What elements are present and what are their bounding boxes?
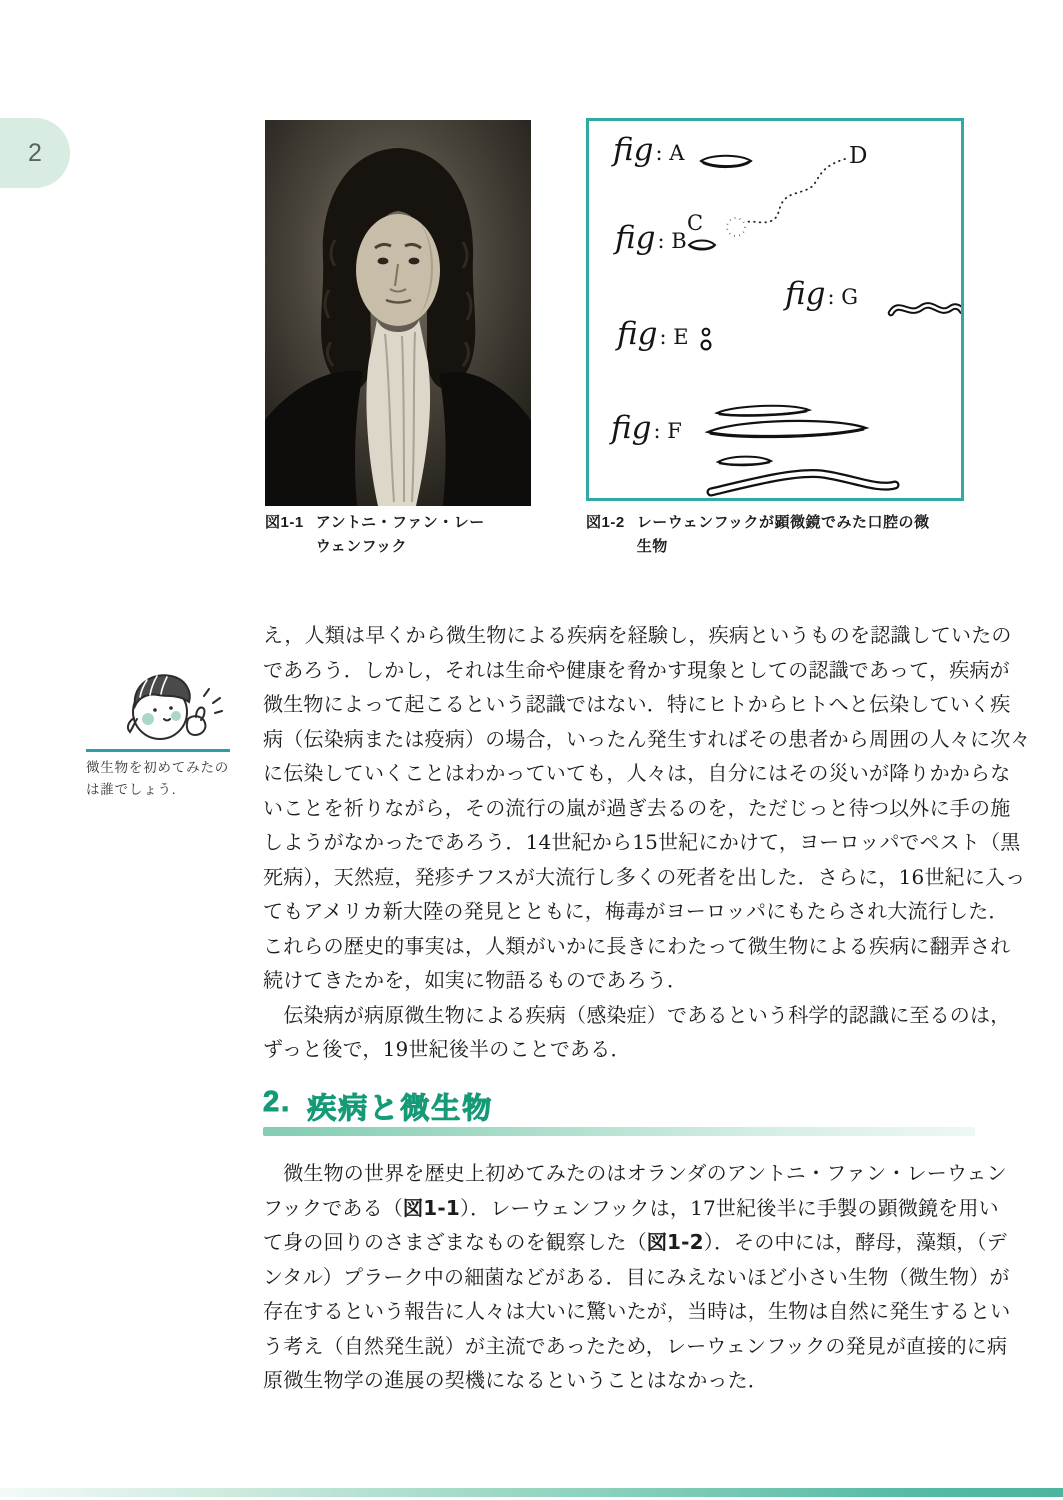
- thinking-face-icon: [108, 666, 238, 748]
- body-paragraph-3: [263, 1156, 1011, 1398]
- fig-f-label: fig: F: [611, 410, 682, 446]
- margin-note-text: 微生物を初めてみたの は誰でしょう.: [86, 760, 229, 797]
- leeuwenhoek-portrait-photo: [265, 120, 531, 506]
- figure2-caption: [586, 511, 981, 559]
- section-title: 疾病と微生物: [307, 1093, 494, 1125]
- figure2-caption-text: レーウェンフックが顕微鏡でみた口腔の微 生物: [636, 514, 930, 555]
- section-heading-underline: [263, 1127, 975, 1136]
- fig-b-label: fig: B: [615, 220, 687, 256]
- fig-a-label: fig: A: [613, 132, 685, 168]
- fig-c-label: C: [687, 211, 704, 235]
- figure2-drawing-box: [586, 118, 964, 501]
- figure1-caption: [265, 511, 550, 559]
- page-number: 2: [28, 138, 42, 167]
- section-number: 2.: [263, 1086, 292, 1118]
- page-number-tab: [0, 118, 70, 188]
- figure2-caption-label: 図1-2: [586, 514, 625, 531]
- fig-d-label: D: [849, 143, 868, 169]
- figure1-caption-label: 図1-1: [265, 514, 304, 531]
- portrait-image: [265, 120, 531, 506]
- figure1-caption-text: アントニ・ファン・レー ウェンフック: [315, 514, 485, 555]
- thinking-face-drawing: [108, 666, 238, 751]
- fig-g-label: fig: G: [785, 276, 859, 312]
- body-paragraphs-1-2: [263, 618, 1031, 1067]
- paragraph-1: え，人類は早くから微生物による疾病を経験し，疾病というものを認識していたの であろう．しかし，それは生命や健康を脅かす現象としての認識であって，疾病が 微生物によって起こるという認識ではない．特にヒトからヒトへと伝染していく疾 病（伝染病または疫病）の場合，いったん発生すればその患者から周囲の人々に次々 に伝染していくことはわかっていても，人々は，自分にはその災いが降りかからな いことを祈りながら，その流行の嵐が過ぎ去るのを，ただじっと待つ以外に手の施 しようがなかったであろう．14世紀から15世紀にかけて，ヨーロッパでペスト（黒 死病），天然痘，発疹チフスが大流行し多くの死者を出した．さらに，16世紀に入っ てもアメリカ新大陸の発見とともに，梅毒がヨーロッパにもたらされ大流行した． これらの歴史的事実は，人類がいかに長きにわたって微生物による疾病に翻弄され 続けてきたかを，如実に物語るものであろう．: [263, 623, 1031, 992]
- margin-note-rule: [86, 749, 230, 752]
- fig-e-label: fig: E: [617, 316, 689, 352]
- page-bottom-gradient-bar: [0, 1488, 1063, 1497]
- paragraph-3: 微生物の世界を歴史上初めてみたのはオランダのアントニ・ファン・レーウェン フックである（図1-1）．レーウェンフックは，17世紀後半に手製の顕微鏡を用い て身の回りのさまざまなものを観察した（図1-2）．その中には，酵母，藻類，（デ ンタル）プラーク中の細菌などがある．目にみえないほど小さい生物（微生物）が 存在するという報告に人々は大いに驚いたが，当時は，生物は自然に発生するとい う考え（自然発生説）が主流であったため，レーウェンフックの発見が直接的に病 原微生物学の進展の契機になるということはなかった．: [263, 1161, 1011, 1392]
- section-heading: [263, 1086, 493, 1127]
- paragraph-2: 伝染病が病原微生物による疾病（感染症）であるという科学的認識に至るのは， ずっと後で，19世紀後半のことである．: [263, 1002, 1011, 1061]
